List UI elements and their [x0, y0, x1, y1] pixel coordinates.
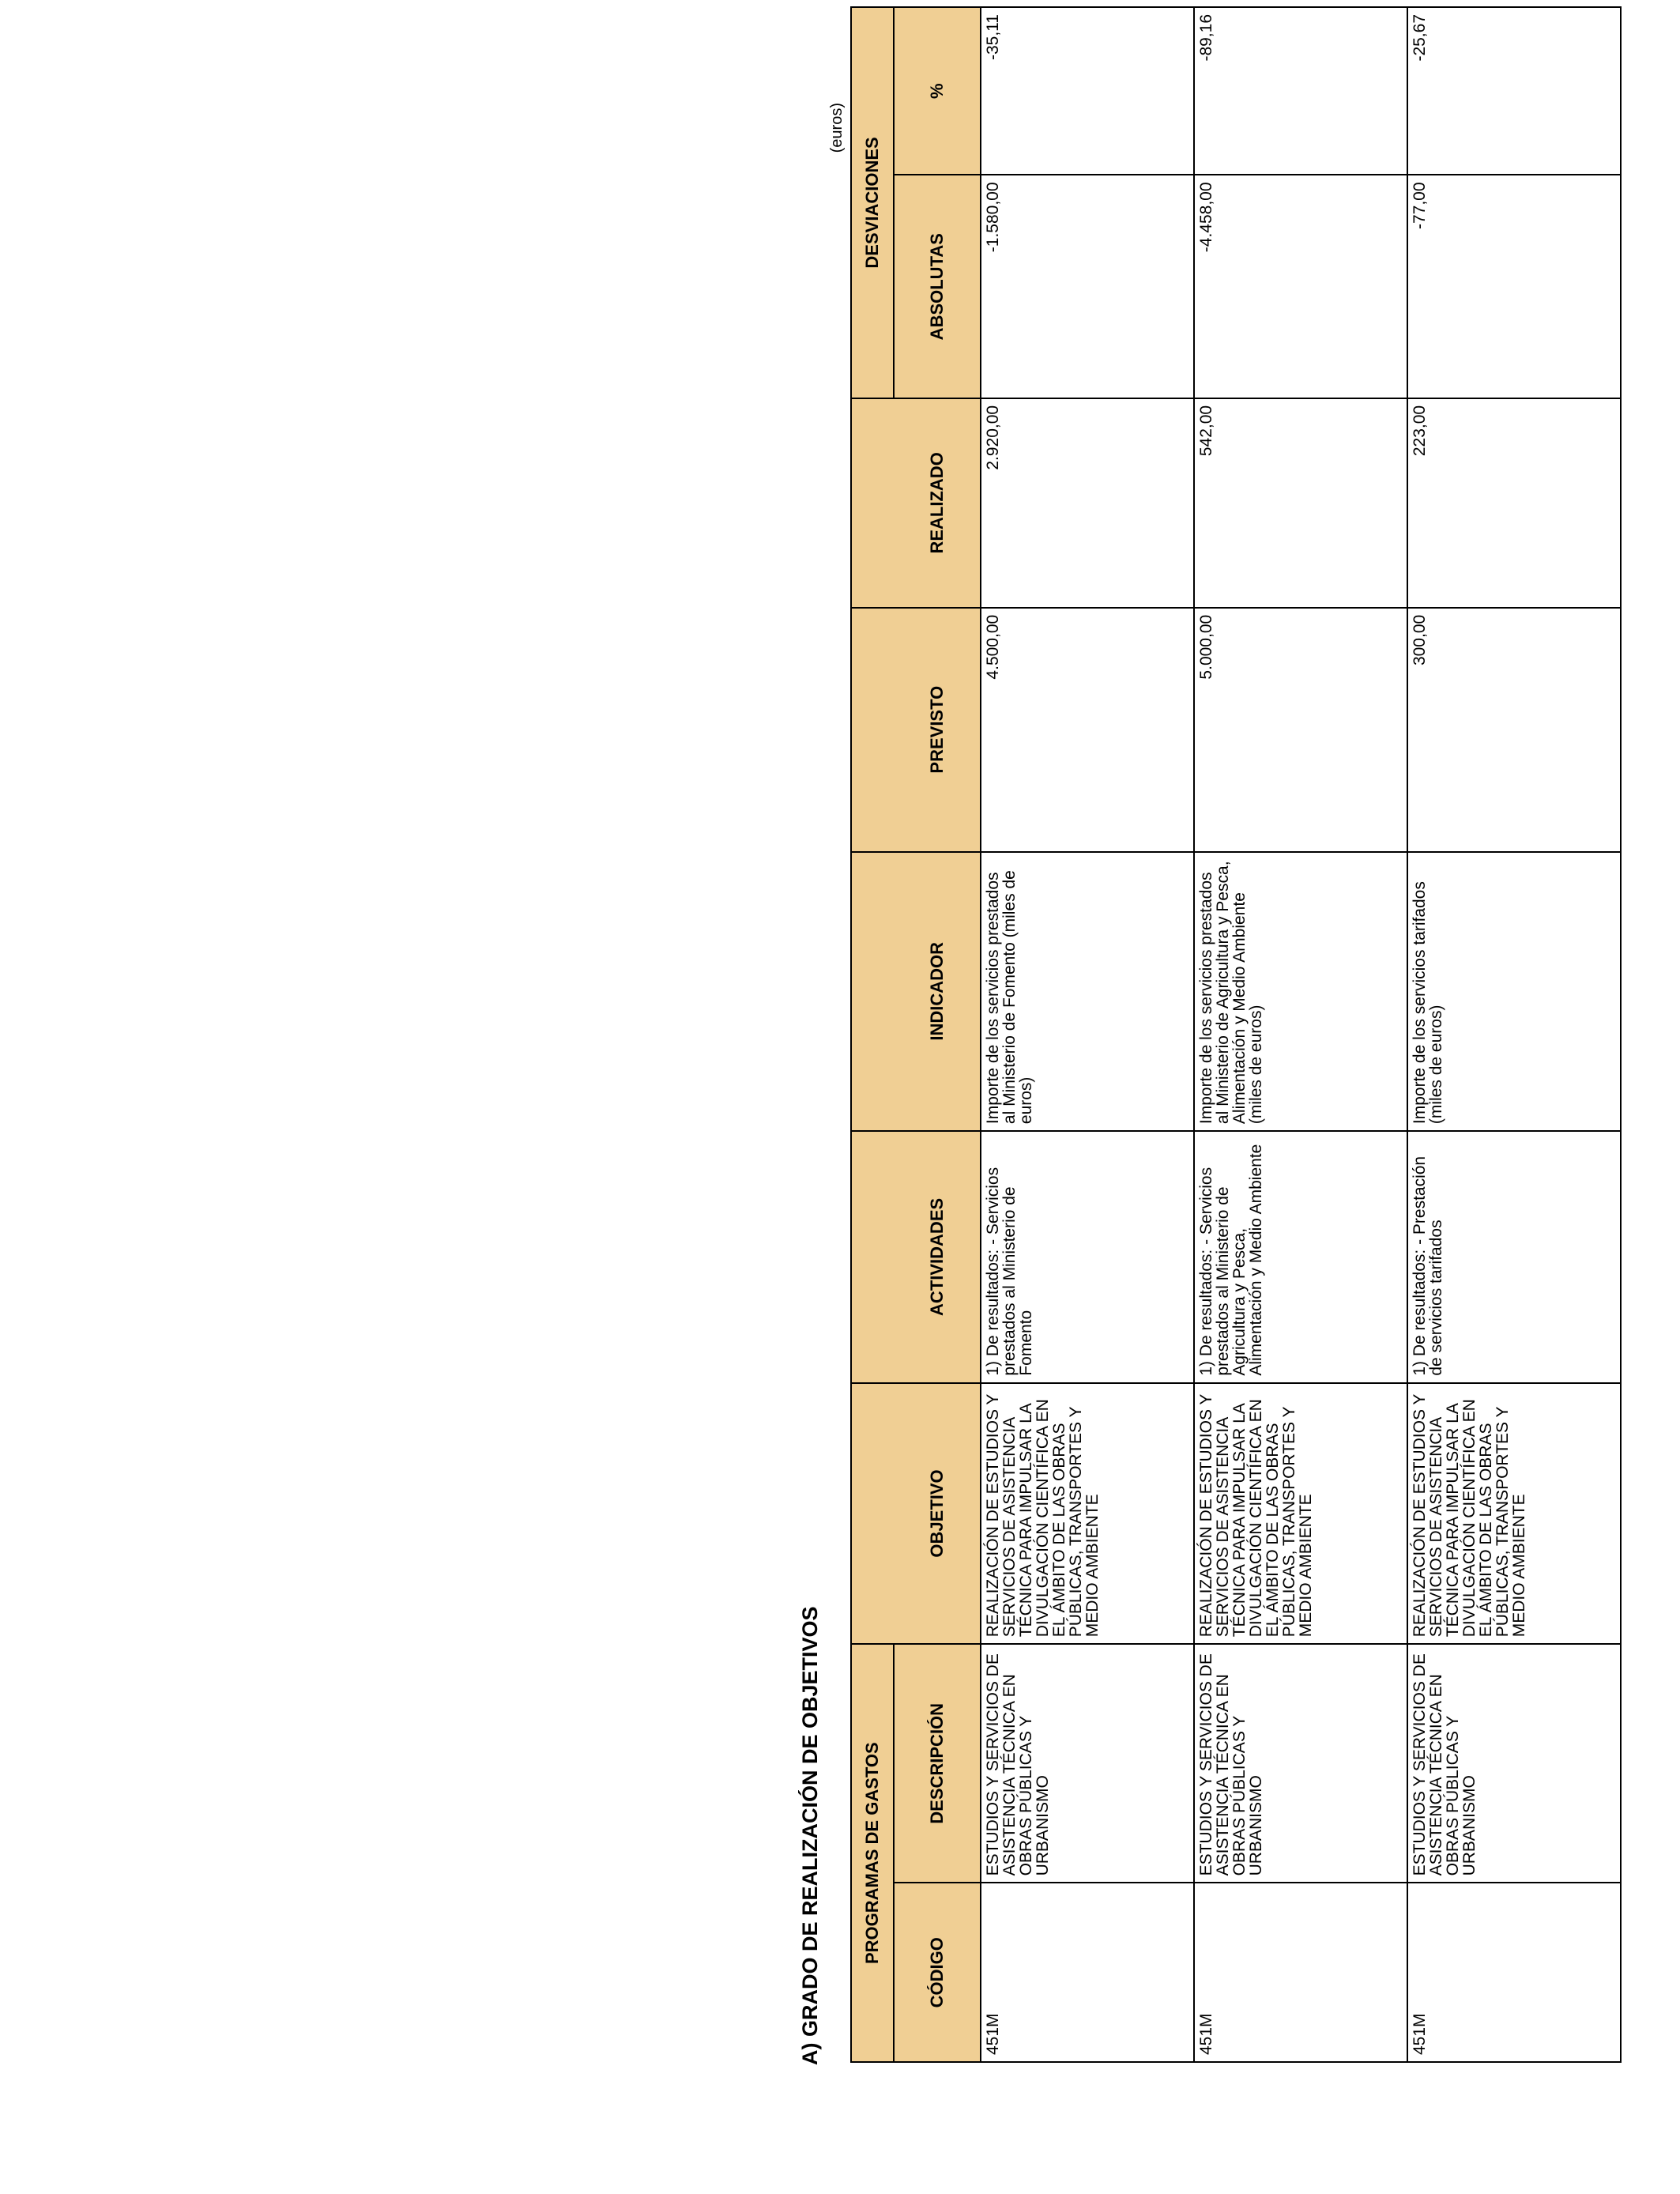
col-header-indicador: INDICADOR	[894, 852, 981, 1132]
unit-label: (euros)	[828, 103, 846, 153]
cell-previsto: 300,00	[1407, 608, 1621, 852]
cell-previsto: 4.500,00	[981, 608, 1194, 852]
cell-indicador: Importe de los servicios tarifados (miles de euros)	[1407, 852, 1621, 1132]
cell-codigo: 451M	[1194, 1883, 1407, 2062]
cell-realizado: 223,00	[1407, 398, 1621, 608]
cell-objetivo: REALIZACIÓN DE ESTUDIOS Y SERVICIOS DE ASISTENCIA TÉCNICA PARA IMPULSAR LA DIVULGACIÓN CIENTÍFICA EN EL ÁMBITO DE LAS OBRAS PÚBLICAS, TRANSPORTES Y MEDIO AMBIENTE	[1407, 1383, 1621, 1645]
header-group-row	[851, 7, 894, 2062]
section-heading: A) GRADO DE REALIZACIÓN DE OBJETIVOS	[798, 1606, 822, 2065]
cell-actividades: 1) De resultados: - Servicios prestados al Ministerio de Fomento	[981, 1131, 1194, 1383]
cell-porcentaje: -89,16	[1194, 7, 1407, 175]
cell-objetivo: REALIZACIÓN DE ESTUDIOS Y SERVICIOS DE ASISTENCIA TÉCNICA PARA IMPULSAR LA DIVULGACIÓN CIENTÍFICA EN EL ÁMBITO DE LAS OBRAS PÚBLICAS, TRANSPORTES Y MEDIO AMBIENTE	[981, 1383, 1194, 1645]
cell-objetivo: REALIZACIÓN DE ESTUDIOS Y SERVICIOS DE ASISTENCIA TÉCNICA PARA IMPULSAR LA DIVULGACIÓN CIENTÍFICA EN EL ÁMBITO DE LAS OBRAS PÚBLICAS, TRANSPORTES Y MEDIO AMBIENTE	[1194, 1383, 1407, 1645]
cell-indicador: Importe de los servicios prestados al Ministerio de Fomento (miles de euros)	[981, 852, 1194, 1132]
cell-codigo: 451M	[981, 1883, 1194, 2062]
table-row	[1194, 7, 1407, 2062]
cell-porcentaje: -25,67	[1407, 7, 1621, 175]
cell-absolutas: -1.580,00	[981, 175, 1194, 398]
table-row	[981, 7, 1194, 2062]
cell-indicador: Importe de los servicios prestados al Ministerio de Agricultura y Pesca, Alimentación y Medio Ambiente (miles de euros)	[1194, 852, 1407, 1132]
col-header-codigo: CÓDIGO	[894, 1883, 981, 2062]
group-desviaciones: DESVIACIONES	[851, 7, 894, 398]
col-header-realizado: REALIZADO	[894, 398, 981, 608]
col-header-porcentaje: %	[894, 7, 981, 175]
cell-previsto: 5.000,00	[1194, 608, 1407, 852]
col-header-descripcion: DESCRIPCIÓN	[894, 1644, 981, 1883]
group-programas-de-gastos: PROGRAMAS DE GASTOS	[851, 1644, 894, 2062]
objectives-table	[850, 6, 1622, 2063]
cell-codigo: 451M	[1407, 1883, 1621, 2062]
cell-actividades: 1) De resultados: - Prestación de servicios tarifados	[1407, 1131, 1621, 1383]
cell-descripcion: ESTUDIOS Y SERVICIOS DE ASISTENCIA TÉCNICA EN OBRAS PÚBLICAS Y URBANISMO	[981, 1644, 1194, 1883]
header-column-row	[894, 7, 981, 2062]
cell-absolutas: -4.458,00	[1194, 175, 1407, 398]
cell-descripcion: ESTUDIOS Y SERVICIOS DE ASISTENCIA TÉCNICA EN OBRAS PÚBLICAS Y URBANISMO	[1194, 1644, 1407, 1883]
col-header-objetivo: OBJETIVO	[894, 1383, 981, 1645]
cell-descripcion: ESTUDIOS Y SERVICIOS DE ASISTENCIA TÉCNICA EN OBRAS PÚBLICAS Y URBANISMO	[1407, 1644, 1621, 1883]
cell-realizado: 542,00	[1194, 398, 1407, 608]
cell-porcentaje: -35,11	[981, 7, 1194, 175]
cell-absolutas: -77,00	[1407, 175, 1621, 398]
col-header-actividades: ACTIVIDADES	[894, 1131, 981, 1383]
col-header-absolutas: ABSOLUTAS	[894, 175, 981, 398]
table-row	[1407, 7, 1621, 2062]
cell-realizado: 2.920,00	[981, 398, 1194, 608]
cell-actividades: 1) De resultados: - Servicios prestados al Ministerio de Agricultura y Pesca, Alimentación y Medio Ambiente	[1194, 1131, 1407, 1383]
col-header-previsto: PREVISTO	[894, 608, 981, 852]
